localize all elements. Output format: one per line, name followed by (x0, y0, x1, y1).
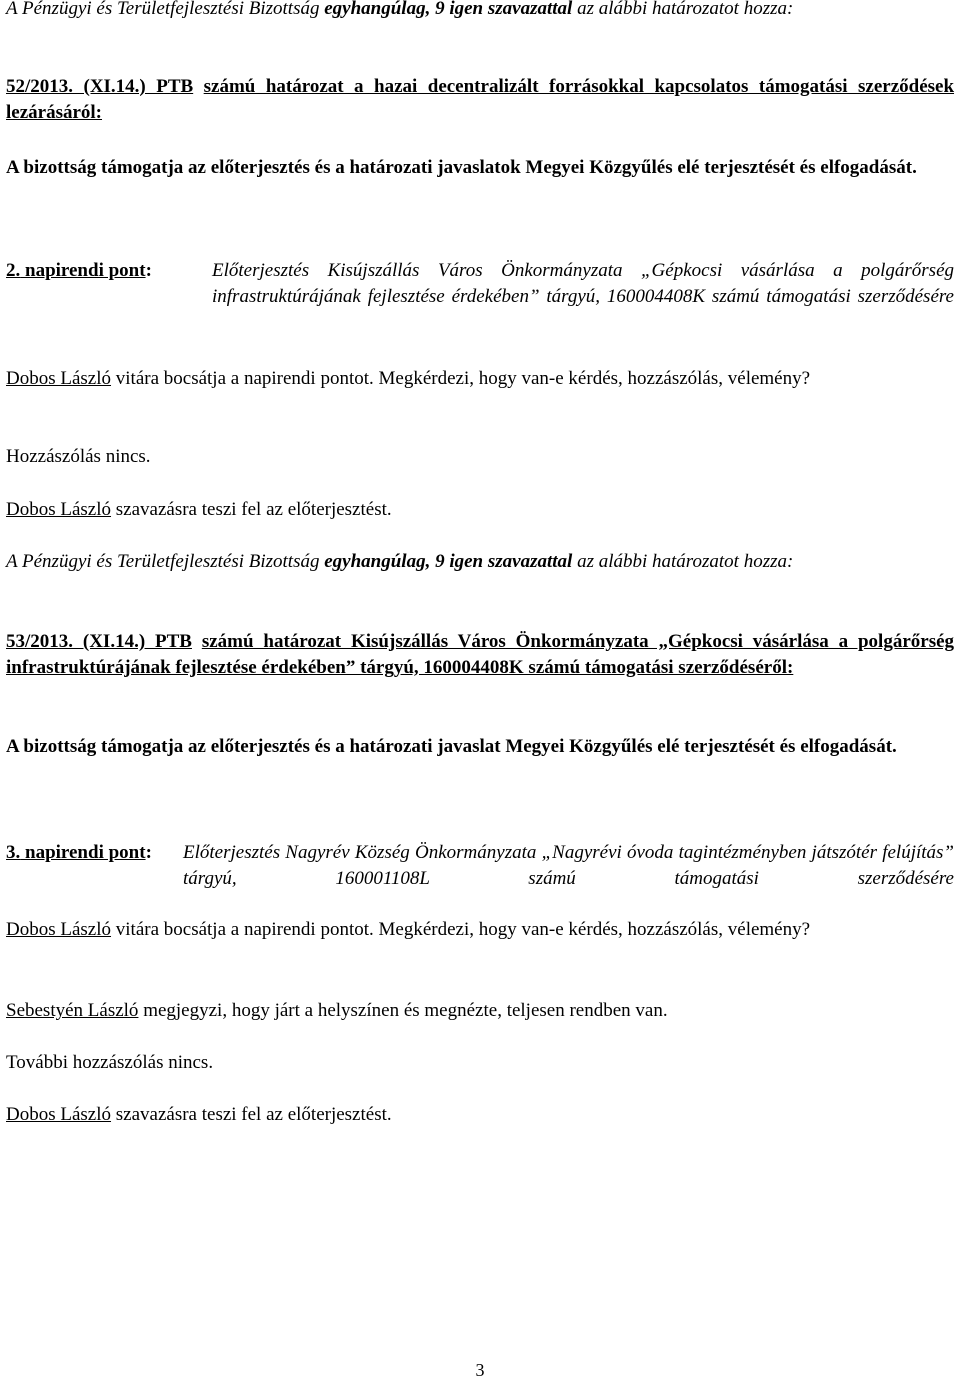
resolution-53-decision: A bizottság támogatja az előterjesztés és a határozati javaslat Megyei Közgyűlés elé terjesztését és elfogadását. (6, 736, 897, 757)
agenda-item-2 (6, 258, 954, 338)
resolution-52-title: 52/2013. (XI.14.) PTB számú határozat a hazai decentralizált forrásokkal kapcsolatos támogatási szerződések lezárásáról: (6, 76, 955, 123)
discussion-2: Dobos László vitára bocsátja a napirendi pontot. Megkérdezi, hogy van-e kérdés, hozzászólás, vélemény? (6, 368, 811, 389)
vote-call-2: Dobos László szavazásra teszi fel az előterjesztést. (6, 499, 392, 520)
agenda-item-3-label: 3. napirendi pont: (6, 842, 152, 863)
discussion-3: Dobos László vitára bocsátja a napirendi pontot. Megkérdezi, hogy van-e kérdés, hozzászólás, vélemény? (6, 919, 811, 940)
agenda-item-2-text: Előterjesztés Kisújszállás Város Önkormányzata „Gépkocsi vásárlása a polgárőrség infrastruktúrájának fejlesztése érdekében” tárgyú, 160004408K számú támogatási szerződésére (212, 260, 954, 307)
agenda-item-3 (6, 840, 954, 896)
page-number: 3 (475, 1360, 485, 1380)
resolution-53-title: 53/2013. (XI.14.) PTB számú határozat Kisújszállás Város Önkormányzata „Gépkocsi vásárlása a polgárőrség infrastruktúrájának fejlesztése érdekében” tárgyú, 160004408K számú támogatási szerződéséről: (6, 631, 955, 678)
committee-vote-statement-2: A Pénzügyi és Területfejlesztési Bizottság egyhangúlag, 9 igen szavazattal az alábbi határozatot hozza: (6, 551, 794, 572)
vote-call-3: Dobos László szavazásra teszi fel az előterjesztést. (6, 1104, 392, 1125)
no-further-comment-3: További hozzászólás nincs. (6, 1052, 214, 1073)
no-comment-2: Hozzászólás nincs. (6, 446, 151, 467)
committee-vote-statement-1: A Pénzügyi és Területfejlesztési Bizottság egyhangúlag, 9 igen szavazattal az alábbi határozatot hozza: (6, 0, 794, 19)
resolution-52-decision: A bizottság támogatja az előterjesztés és a határozati javaslatok Megyei Közgyűlés elé terjesztését és elfogadását. (6, 157, 917, 178)
comment-3: Sebestyén László megjegyzi, hogy járt a helyszínen és megnézte, teljesen rendben van. (6, 1000, 668, 1021)
agenda-item-2-label: 2. napirendi pont: (6, 260, 152, 281)
agenda-item-3-text: Előterjesztés Nagyrév Község Önkormányzata „Nagyrévi óvoda tagintézményben játszótér felújítás” tárgyú, 160001108L számú támogatási szerződésére (183, 842, 954, 889)
